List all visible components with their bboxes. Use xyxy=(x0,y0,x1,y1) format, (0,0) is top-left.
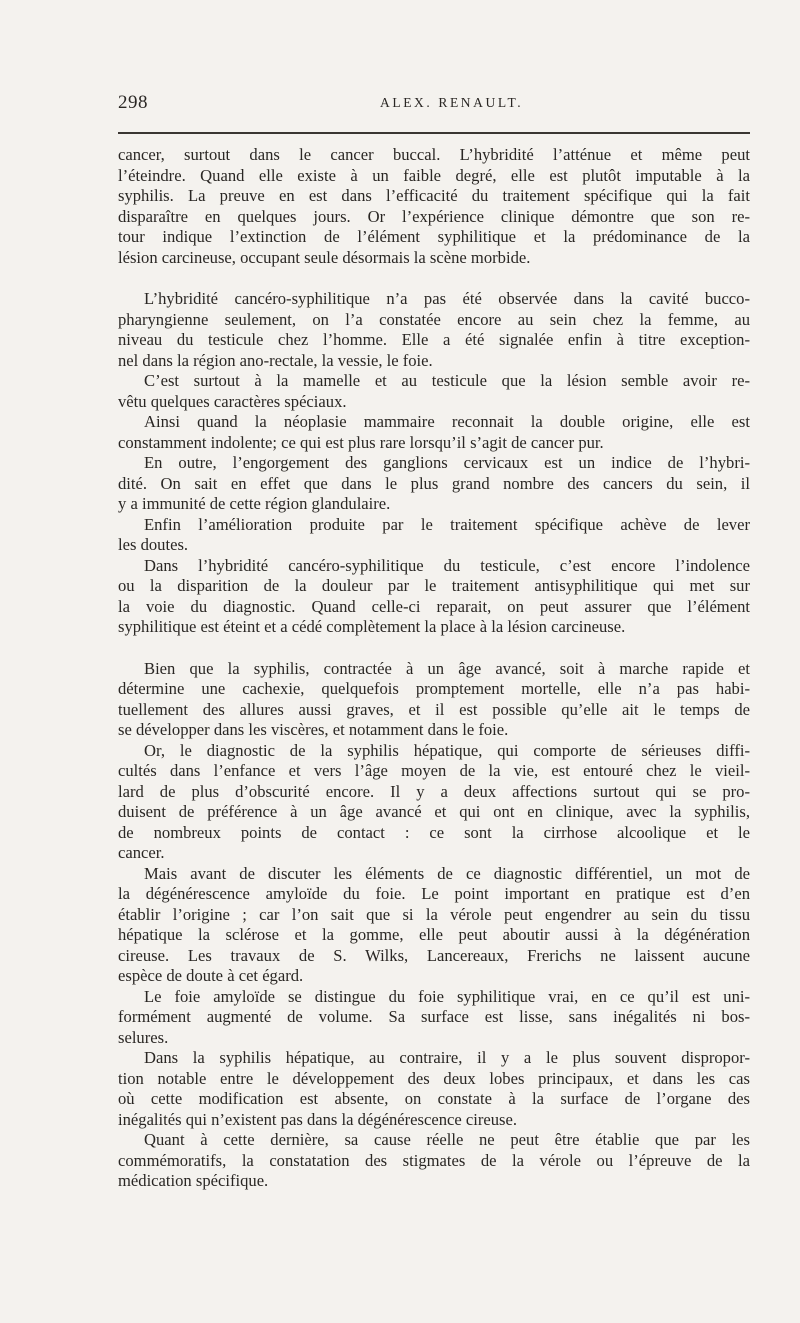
paragraph xyxy=(118,556,750,638)
text-line: Ainsi quand la néoplasie mammaire reconnait la double origine, elle est xyxy=(144,412,750,431)
text-line: Dans la syphilis hépatique, au contraire, il y a le plus souvent dispropor- xyxy=(144,1048,750,1067)
text-line: vêtu quelques caractères spéciaux. xyxy=(118,391,347,411)
paragraph xyxy=(118,412,750,453)
page-header xyxy=(118,92,752,116)
text-line: l’éteindre. Quand elle existe à un faible degré, elle est plutôt imputable à la xyxy=(118,165,750,185)
text-line: dité. On sait en effet que dans le plus grand nombre des cancers du sein, il xyxy=(118,473,750,493)
text-line: cultés dans l’enfance et vers l’âge moyen de la vie, est entouré chez le vieil- xyxy=(118,761,750,780)
text-line: tour indique l’extinction de l’élément syphilitique et la prédominance de la xyxy=(118,227,750,246)
paragraph xyxy=(118,515,750,556)
text-line: duisent de préférence à un âge avancé et qui ont en clinique, avec la syphilis, xyxy=(118,802,750,821)
text-line: Dans l’hybridité cancéro-syphilitique du testicule, c’est encore l’indolence xyxy=(144,555,750,575)
text-line: disparaître en quelques jours. Or l’expérience clinique démontre que son re- xyxy=(118,206,750,226)
text-line: tion notable entre le développement des deux lobes principaux, et dans les cas xyxy=(118,1068,750,1088)
paragraph xyxy=(118,1048,750,1130)
text-line: se développer dans les viscères, et notamment dans le foie. xyxy=(118,720,509,739)
text-line: ou la disparition de la douleur par le traitement antisyphilitique qui met sur xyxy=(118,576,750,595)
text-line: cireuse. Les travaux de S. Wilks, Lancereaux, Frerichs ne laissent aucune xyxy=(118,945,750,965)
header-rule xyxy=(118,132,750,134)
text-line: Or, le diagnostic de la syphilis hépatique, qui comporte de sérieuses diffi- xyxy=(144,740,750,760)
text-line: la voie du diagnostic. Quand celle-ci reparait, on peut assurer que l’élément xyxy=(118,596,750,616)
text-line: de nombreux points de contact : ce sont la cirrhose alcoolique et le xyxy=(118,822,750,842)
text-line: détermine une cachexie, quelquefois promptement mortelle, elle n’a pas habi- xyxy=(118,679,750,698)
text-line: commémoratifs, la constatation des stigmates de la vérole ou l’épreuve de la xyxy=(118,1150,750,1170)
page-number: 298 xyxy=(118,92,148,113)
paragraph xyxy=(118,371,750,412)
text-line: En outre, l’engorgement des ganglions cervicaux est un indice de l’hybri- xyxy=(144,453,750,472)
text-line: nel dans la région ano-rectale, la vessie, le foie. xyxy=(118,350,433,370)
text-line: y a immunité de cette région glandulaire. xyxy=(118,494,391,513)
text-line: la dégénérescence amyloïde du foie. Le point important en pratique est d’en xyxy=(118,884,750,903)
text-line: espèce de doute à cet égard. xyxy=(118,966,304,985)
text-line: où cette modification est absente, on constate à la surface de l’organe des xyxy=(118,1089,750,1108)
paragraph xyxy=(118,659,750,741)
text-line: lésion carcineuse, occupant seule désormais la scène morbide. xyxy=(118,247,531,267)
text-line: inégalités qui n’existent pas dans la dégénérescence cireuse. xyxy=(118,1109,518,1129)
paragraph xyxy=(118,1130,750,1192)
text-line: formément augmenté de volume. Sa surface est lisse, sans inégalités ni bos- xyxy=(118,1007,750,1026)
text-line: établir l’origine ; car l’on sait que si la vérole peut engendrer au sein du tissu xyxy=(118,904,750,924)
running-head: ALEX. RENAULT. xyxy=(380,95,524,110)
text-line: C’est surtout à la mamelle et au testicule que la lésion semble avoir re- xyxy=(144,371,750,390)
text-line: cancer, surtout dans le cancer buccal. L’hybridité l’atténue et même peut xyxy=(118,145,750,164)
text-line: Enfin l’amélioration produite par le traitement spécifique achève de lever xyxy=(144,514,750,534)
text-line: cancer. xyxy=(118,843,165,862)
body-text xyxy=(118,145,750,1192)
paragraph xyxy=(118,145,750,268)
text-line: pharyngienne seulement, on l’a constatée encore au sein chez la femme, au xyxy=(118,309,750,329)
paragraph xyxy=(118,864,750,987)
paragraph xyxy=(118,987,750,1049)
paragraph xyxy=(118,453,750,515)
text-line: Le foie amyloïde se distingue du foie syphilitique vrai, en ce qu’il est uni- xyxy=(144,986,750,1006)
text-line: Bien que la syphilis, contractée à un âge avancé, soit à marche rapide et xyxy=(144,658,750,678)
paragraph xyxy=(118,741,750,864)
text-line: hépatique la sclérose et la gomme, elle peut aboutir aussi à la dégénération xyxy=(118,925,750,944)
text-line: lard de plus d’obscurité encore. Il y a deux affections surtout qui se pro- xyxy=(118,781,750,801)
text-line: Quant à cette dernière, sa cause réelle ne peut être établie que par les xyxy=(144,1130,750,1149)
text-line: médication spécifique. xyxy=(118,1171,269,1190)
text-line: Mais avant de discuter les éléments de ce diagnostic différentiel, un mot de xyxy=(144,863,750,883)
text-line: L’hybridité cancéro-syphilitique n’a pas été observée dans la cavité bucco- xyxy=(144,289,750,308)
text-line: niveau du testicule chez l’homme. Elle a été signalée enfin à titre exception- xyxy=(118,330,750,349)
text-line: syphilis. La preuve en est dans l’efficacité du traitement spécifique qui la fait xyxy=(118,186,750,205)
text-line: tuellement des allures aussi graves, et il est possible qu’elle ait le temps de xyxy=(118,699,750,719)
text-line: syphilitique est éteint et a cédé complètement la place à la lésion carcineuse. xyxy=(118,617,626,636)
text-line: constamment indolente; ce qui est plus rare lorsqu’il s’agit de cancer pur. xyxy=(118,432,604,452)
text-line: selures. xyxy=(118,1027,169,1047)
text-line: les doutes. xyxy=(118,535,189,554)
paragraph xyxy=(118,289,750,371)
